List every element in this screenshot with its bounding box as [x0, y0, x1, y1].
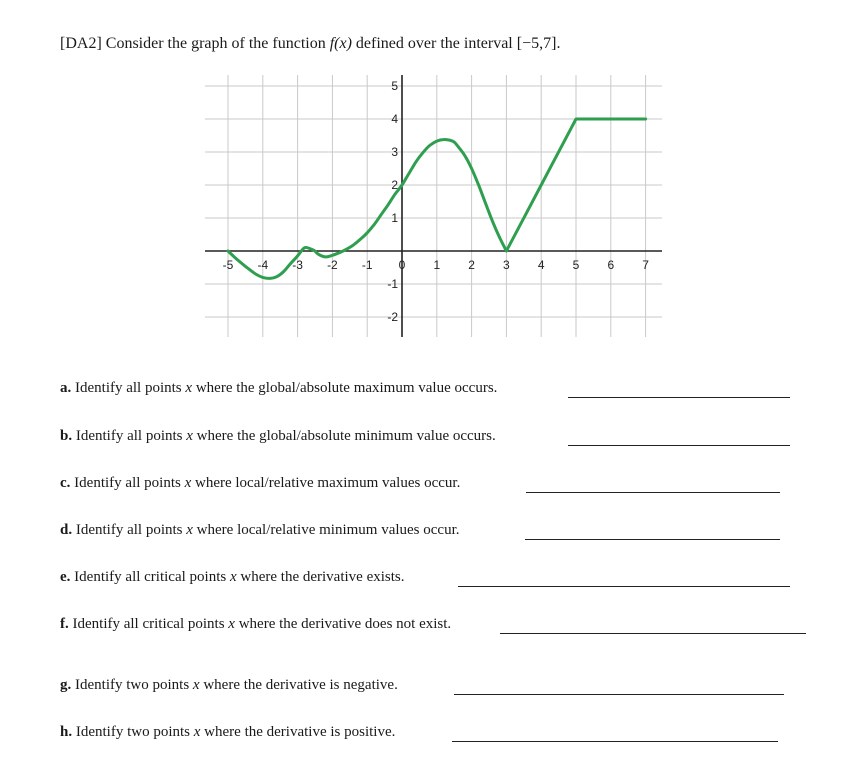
x-tick-label: 1 [433, 258, 441, 272]
question-a [60, 380, 497, 397]
function-name: f(x) [329, 35, 352, 52]
question-var: x [228, 616, 235, 632]
question-g [60, 677, 398, 694]
x-tick-label: 2 [468, 258, 475, 272]
question-var: x [192, 677, 200, 693]
interval: [−5,7] [516, 35, 557, 52]
x-tick-label: -1 [361, 258, 373, 272]
answer-blank-f[interactable] [500, 633, 806, 634]
answer-blank-a[interactable] [568, 397, 790, 398]
x-tick-label: 6 [607, 258, 615, 272]
answer-blank-c[interactable] [526, 492, 780, 493]
y-tick-label: -2 [387, 310, 398, 324]
question-text: Identify all points [72, 428, 187, 444]
question-text: Identify two points [72, 724, 194, 740]
question-letter: c. [60, 475, 71, 491]
question-b [60, 428, 496, 445]
y-tick-label: 2 [391, 178, 398, 192]
axes [205, 75, 662, 337]
question-text: where the derivative is negative. [199, 677, 398, 693]
question-f [60, 616, 451, 633]
answer-blank-d[interactable] [525, 539, 780, 540]
y-tick-label: 1 [391, 211, 398, 225]
answer-blank-h[interactable] [452, 741, 778, 742]
problem-tag: [DA2] [60, 35, 102, 52]
y-tick-label: 5 [391, 79, 398, 93]
answer-blank-b[interactable] [568, 445, 790, 446]
x-tick-label: 3 [503, 258, 510, 272]
question-var: x [185, 380, 193, 396]
question-letter: b. [60, 428, 73, 444]
question-text: where the global/absolute maximum value occurs. [192, 380, 498, 396]
question-var: x [186, 428, 193, 444]
y-tick-label: 3 [391, 145, 398, 159]
question-letter: f. [60, 616, 69, 632]
question-text: Identify all critical points [68, 616, 229, 632]
question-text: Identify all points [71, 380, 186, 396]
question-text: Identify two points [71, 677, 193, 693]
x-tick-label: 7 [642, 258, 649, 272]
x-tick-label: 4 [537, 258, 545, 272]
question-text: where the derivative does not exist. [234, 616, 452, 632]
question-letter: e. [60, 569, 71, 585]
question-text: Identify all points [70, 475, 185, 491]
x-tick-label: -5 [222, 258, 234, 272]
x-tick-label: 5 [572, 258, 580, 272]
question-var: x [184, 475, 192, 491]
question-var: x [193, 724, 201, 740]
question-text: where local/relative maximum values occur. [191, 475, 461, 491]
question-text: Identify all points [72, 522, 187, 538]
question-letter: h. [60, 724, 73, 740]
question-text: where local/relative minimum values occur. [192, 522, 460, 538]
question-e [60, 569, 405, 586]
question-text: where the global/absolute minimum value occurs. [192, 428, 496, 444]
question-text: Identify all critical points [70, 569, 230, 585]
question-var: x [186, 522, 193, 538]
x-tick-label: -3 [292, 258, 303, 272]
question-h [60, 724, 395, 741]
question-text: where the derivative is positive. [200, 724, 396, 740]
question-letter: d. [60, 522, 73, 538]
tick-labels [223, 79, 650, 324]
y-tick-label: -1 [387, 277, 398, 291]
x-tick-label: 0 [398, 258, 406, 272]
problem-mid: defined over the interval [351, 35, 517, 52]
question-c [60, 475, 460, 492]
question-var: x [229, 569, 237, 585]
question-text: where the derivative exists. [236, 569, 405, 585]
y-tick-label: 4 [391, 112, 398, 126]
question-letter: a. [60, 380, 72, 396]
answer-blank-g[interactable] [454, 694, 784, 695]
question-letter: g. [60, 677, 72, 693]
question-d [60, 522, 460, 539]
problem-lead: Consider the graph of the function [101, 35, 330, 52]
grid [205, 75, 662, 337]
x-tick-label: -4 [257, 258, 269, 272]
answer-blank-e[interactable] [458, 586, 790, 587]
x-tick-label: -2 [327, 258, 338, 272]
problem-tail: . [556, 35, 561, 52]
